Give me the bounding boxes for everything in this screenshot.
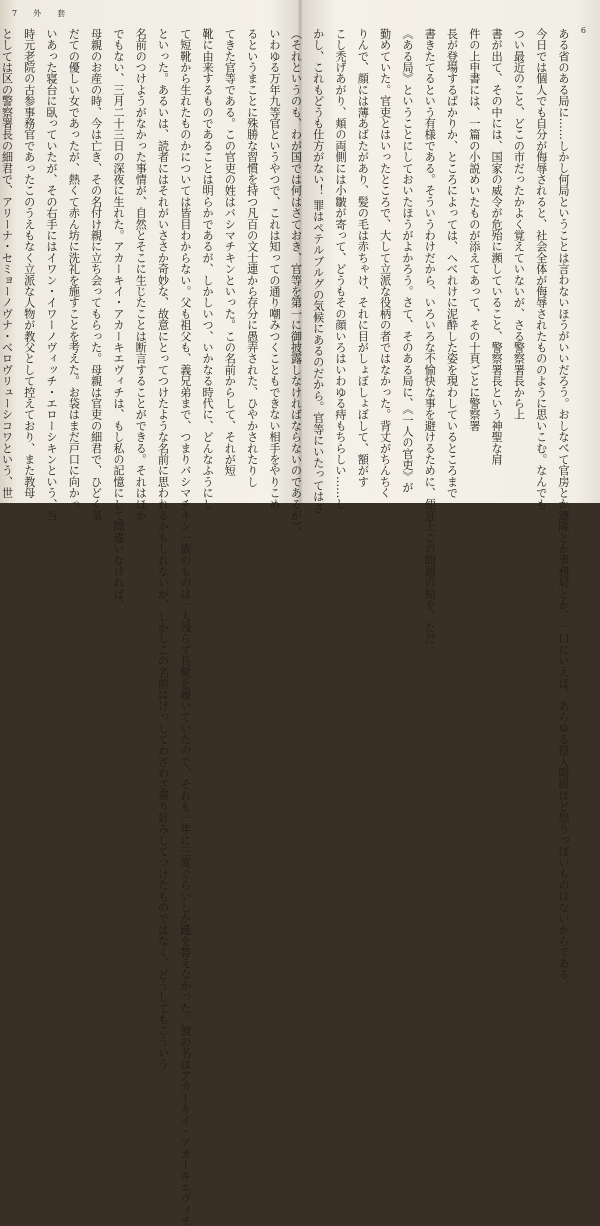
text-line: 《ある局》ということにしておいたほうがよかろう。さて、そのある局に、《一人の官吏》が (400, 28, 414, 493)
text-line: 母親のお産の時、今は亡き、その名付け親に立ち会ってもらった。母親は官吏の細君で、ひどく気 (89, 28, 103, 521)
text-line: りんで、顔には薄あばたがあり、髪の毛は赤ちゃけ、それに目がしょぼしょぼして、額がす (356, 28, 370, 488)
text-line: 件の上申書には、一篇の小説めいたものが添えてあって、その十頁ごとに警察署 (467, 28, 481, 432)
right-page-text (284, 28, 574, 992)
page-number: 6 (580, 26, 586, 35)
text-line: いあった寝台に臥っていたが、その右手にはイワン・イワーノヴィッチ・エローシキンという、当 (45, 28, 59, 521)
text-line: いわゆる万年九等官というやつで、これは知っての通り嘲みつくこともできない相手をやりこめ (268, 28, 281, 510)
text-line: でもない、三月二十三日の深夜に生れた。アカーキイ・アカーキエヴィチは、もし私の記憶にして間違いなければ、 (111, 28, 125, 611)
text-line: といった。あるいは、読者にはそれがいささか奇妙な、故意にとってつけたような名前に思われるかもしれないが、しかしこの名前はけっしてわざわざ選り好みしてつけたものではなく、どうしてもこういう (156, 28, 170, 1070)
text-line: かし、これもどうも仕方がない！ 罪はペテルブルグの気候にあるのだから。官等にいたってはさ (311, 28, 325, 514)
text-line: としては区の警察署長の細君で、アリーナ・セミョーノヴナ・ベロヴリューシコワという、世 (0, 28, 14, 499)
running-header: 7 外 套 (12, 9, 70, 18)
text-line: ある省のある局に……しかし何局ということは言わないほうがいいだろう。おしなべて官房とか連隊とか事務局とか、一口にいえば、あらゆる役人階級ほど怒りっぽいものはないからである。 (557, 28, 570, 992)
text-line: 長が登場するばかりか、ところによっては、へべれけに泥酔した姿を現わしているところまで (445, 28, 459, 499)
text-line: （それというのも、わが国では何はさておき、官等を第一に御披露しなければならないのであるが）、 (289, 28, 303, 538)
text-line: こし禿げあがり、頬の両側には小皺が寄って、どうもその顔いろはいわゆる痔もちらしい……し (334, 28, 348, 510)
right-page (289, 0, 600, 992)
text-line: 勤めていた。官吏とはいったところで、大して立派な役柄の者ではなかった。背丈がちんちく (378, 28, 392, 499)
text-line: てきた官等である。この官吏の姓はバシマチキンといった。この名前からして、それが短 (223, 28, 237, 476)
text-line: 書きたてるという有様である。そういうわけだから、いろいろな不愉快な事を避けるために、便宜上この問題の局を、ただ (423, 28, 437, 644)
text-line: だての優しい女であったが、熱くて赤ん坊に洗礼を施すことを考えた。お袋はまだ戸口に向かっ (67, 28, 81, 510)
text-line: 書が出て、その中には、国家の威令が危殆に瀕していること、警察署長という神聖な肩 (490, 28, 504, 465)
text-line: 時元老院の古参事務官であったこのうえもなく立派な人物が教父として控えており、また教母 (22, 28, 36, 499)
text-line: 名前のつけようがなかった事情が、自然とそこに生じたことは断言することができる。それはほか (134, 28, 148, 521)
text-line: て短靴から生れたものかについては皆目わからない。父も祖父も、義兄弟まで、つまりバシマチキン一族のものは一人残らず長靴を履いていたので、それも一年に三度ぐらいしか踵を替えなかった。彼の名はアカーキイ・アカーキエヴィチ (178, 28, 192, 1226)
text-line: 今日では個人でも自分が侮辱されると、社会全体が侮辱されたもののように思いこむ。なんでも (534, 28, 548, 510)
text-line: るというまことに殊勝な習慣を持つ凡百の文士連から存分に愚弄された、ひやかされたりし (245, 28, 259, 488)
text-line: つい最近のこと、どこの市だったかよく覚えていないが、さる警察署長から上 (512, 28, 526, 420)
text-line: 靴に由来するものであることは明らかであるが、しかしいつ、いかなる時代に、どんなふうにし (201, 28, 215, 510)
left-page-text (0, 28, 285, 1226)
left-page (0, 0, 299, 1226)
